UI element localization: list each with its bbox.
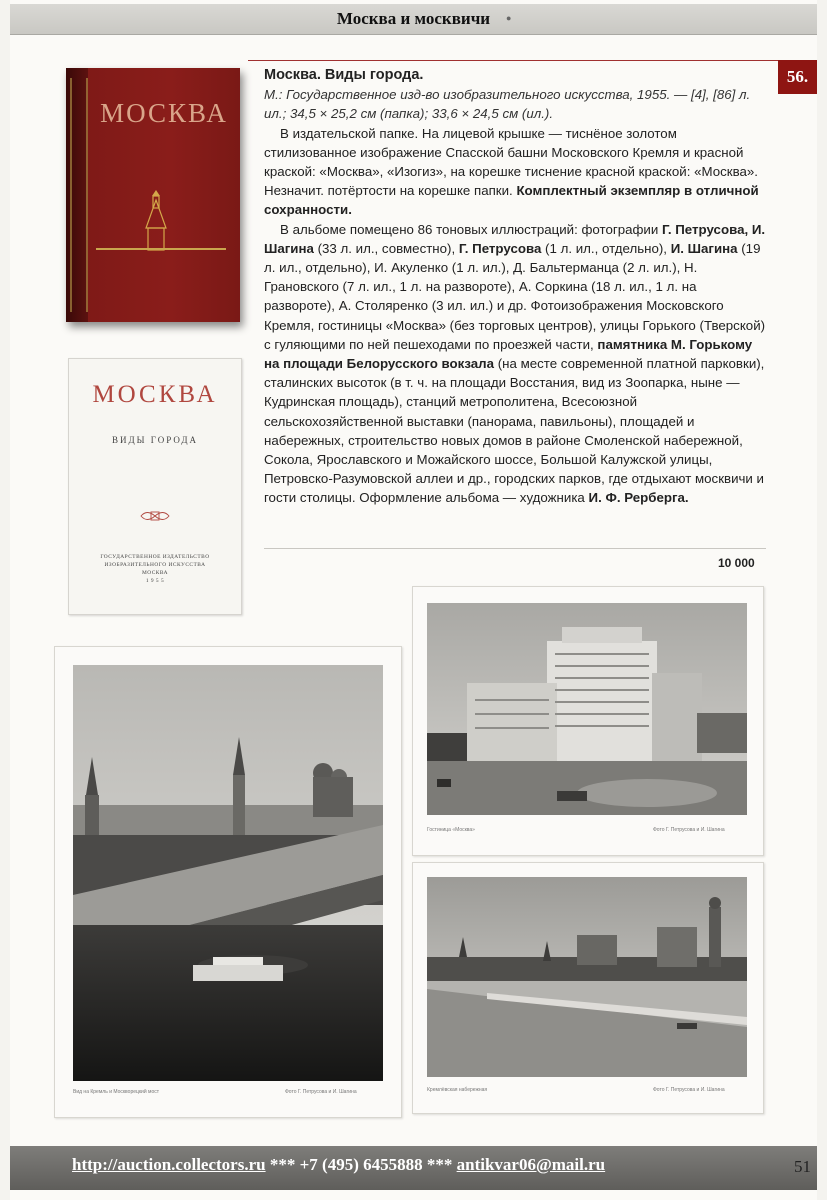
footer-separator: ***	[265, 1155, 300, 1174]
p1-condition: Комплектный экземпляр в отличной сохранности.	[264, 183, 759, 218]
plate-caption: Вид на Кремль и Москворецкий мост	[73, 1089, 160, 1095]
p2-photographer: И. Шагина	[670, 240, 738, 256]
plate-kremlin-bridge	[54, 646, 402, 1118]
kremlin-embankment-photo	[427, 877, 747, 1077]
publisher-city: МОСКВА	[141, 570, 169, 576]
plate-kremlin-embankment	[412, 862, 764, 1114]
publisher-line-1: ГОСУДАРСТВЕННОЕ ИЗДАТЕЛЬСТВО	[100, 554, 210, 560]
title-page-publisher	[79, 553, 231, 585]
plate-caption: Гостиница «Москва»	[427, 827, 475, 833]
p2-text: (33 л. ил., совместно),	[313, 240, 459, 256]
description-paragraph-1	[264, 124, 766, 220]
header-rule	[248, 60, 778, 61]
entry-title: Москва. Виды города.	[264, 67, 424, 83]
p2-monument: памятника М. Горькому на площади Белорусского вокзала	[264, 336, 753, 372]
plate-credit: Фото Г. Петрусова и И. Шагина	[285, 1089, 357, 1095]
lot-number: 56.	[778, 60, 817, 94]
header-ornament: ●	[506, 13, 512, 23]
bibliographic-info: М.: Государственное изд-во изобразительного искусства, 1955. — [4], [86] л. ил.; 34,5 × 25,2 см (папка); 33,6 × 24,5 см (ил.).	[264, 87, 751, 122]
footer-contacts	[72, 1155, 605, 1175]
footer-separator: ***	[422, 1155, 457, 1174]
footer-url-link[interactable]: http://auction.collectors.ru	[72, 1155, 266, 1174]
title-page-subtitle: ВИДЫ ГОРОДА	[111, 435, 199, 445]
plate-caption: Кремлёвская набережная	[427, 1087, 488, 1093]
p2-photographer: Г. Петрусова	[458, 240, 542, 256]
p2-text: (19 л. ил., отдельно), И. Акуленко (1 л. ил.), Д. Бальтерманца (2 л. ил.), Н. Грановского (7 л. ил., 1 л. на развороте), А. Соркина (18 л. ил., 1 л. на развороте), А. Столяренко (3 ил. ил.) и др. Фотоизображения Московского Кремля, гостиницы «Москва» (без торговых центров), улицы Горького (Тверской) с гуляющими по ней пешеходами по проезжей части,	[264, 240, 766, 352]
p2-designer: И. Ф. Рерберга.	[588, 490, 689, 506]
p2-photographers: Г. Петрусова, И. Шагина	[264, 221, 766, 256]
section-title: Москва и москвичи	[336, 9, 491, 28]
plate-credit: Фото Г. Петрусова и И. Шагина	[653, 1087, 725, 1093]
lot-price: 10 000	[718, 556, 755, 570]
album-spine	[66, 68, 88, 322]
plate-hotel-moskva	[412, 586, 764, 856]
plate-credit: Фото Г. Петрусова и И. Шагина	[653, 827, 725, 833]
kremlin-bridge-photo	[73, 665, 383, 1081]
publisher-line-2: ИЗОБРАЗИТЕЛЬНОГО ИСКУССТВА	[104, 562, 206, 568]
album-cover-title: МОСКВА	[100, 98, 228, 128]
hotel-moskva-photo	[427, 603, 747, 815]
album-title-page	[68, 358, 242, 615]
title-page-title: МОСКВА	[92, 381, 218, 408]
p2-text: (1 л. ил., отдельно),	[541, 240, 671, 256]
p2-text: В альбоме помещено 86 тоновых иллюстраций: фотографии	[280, 221, 662, 237]
page-number: 51	[794, 1157, 811, 1176]
album-folder-photo	[66, 68, 240, 322]
spasskaya-tower-icon	[136, 188, 176, 252]
lot-description	[264, 66, 766, 508]
publisher-emblem-icon	[139, 507, 171, 525]
publisher-year: 1 9 5 5	[145, 578, 165, 584]
footer-email-link[interactable]: antikvar06@mail.ru	[456, 1155, 606, 1174]
footer-phone: +7 (495) 6455888	[299, 1155, 423, 1174]
description-paragraph-2	[264, 220, 766, 508]
section-header	[10, 4, 817, 35]
spine-ornament	[70, 78, 88, 312]
p1-text: В издательской папке. На лицевой крышке — тиснёное золотом стилизованное изображение Спасской башни Московского Кремля и красной краской: «Москва», «Изогиз», на корешке тиснение красной краской: «Москва». Незначит. потёртости на корешке папки.	[264, 125, 758, 199]
price-rule	[264, 548, 766, 549]
kremlin-wall-ornament	[96, 248, 226, 250]
p2-text: (на месте современной платной парковки), сталинских высоток (в т. ч. на площади Восстания, вид из Зоопарка, ныне — Кудринская площадь), станций метрополитена, Всесоюзной сельскохозяйственной выставки (панорама, павильоны), площадей и набережных, строительство новых домов в районе Смоленской набережной, Сокола, Ярославского и Можайского шоссе, Большой Калужской улицы, Петровско-Разумовской аллеи и др., городских парков, где отдыхают москвичи и гости столицы. Оформление альбома — художника	[264, 356, 765, 506]
